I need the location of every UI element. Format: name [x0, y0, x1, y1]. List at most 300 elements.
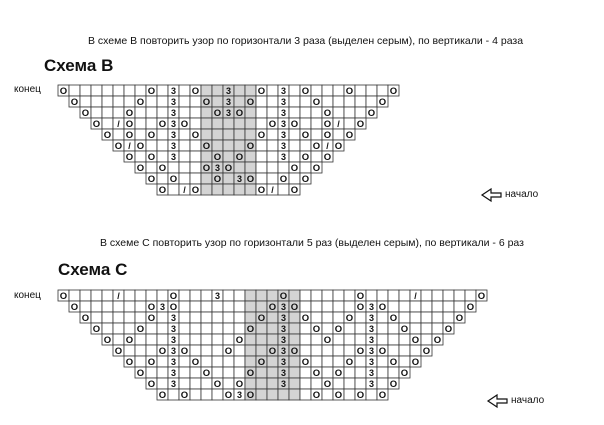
scheme-b-start-label: начало — [505, 189, 539, 200]
chart-cell — [289, 389, 300, 400]
chart-cell — [135, 151, 146, 162]
chart-cell — [190, 301, 201, 312]
chart-cell — [157, 85, 168, 96]
chart-cell — [256, 107, 267, 118]
chart-cell — [234, 129, 245, 140]
three-together-symbol: 3 — [236, 174, 243, 184]
chart-cell — [278, 184, 289, 195]
chart-cell — [311, 85, 322, 96]
scheme-b-start-arrow — [482, 189, 501, 201]
yarn-over-symbol: O — [224, 390, 233, 401]
yarn-over-symbol: O — [389, 313, 398, 324]
chart-cell — [377, 367, 388, 378]
chart-cell — [157, 96, 168, 107]
yarn-over-symbol: O — [59, 86, 68, 97]
yarn-over-symbol: O — [169, 302, 178, 313]
yarn-over-symbol: O — [411, 335, 420, 346]
yarn-over-symbol: O — [334, 390, 343, 401]
chart-cell — [234, 345, 245, 356]
yarn-over-symbol: O — [378, 302, 387, 313]
yarn-over-symbol: O — [125, 335, 134, 346]
scheme-b-note: В схеме В повторить узор по горизонтали 3 раза (выделен серым), по вертикали - 4 раза — [88, 35, 524, 47]
chart-cell — [201, 312, 212, 323]
chart-cell — [300, 107, 311, 118]
yarn-over-symbol: O — [290, 119, 299, 130]
chart-cell — [234, 301, 245, 312]
yarn-over-symbol: O — [389, 379, 398, 390]
chart-cell — [333, 290, 344, 301]
yarn-over-symbol: O — [334, 368, 343, 379]
chart-cell — [179, 173, 190, 184]
yarn-over-symbol: O — [345, 86, 354, 97]
chart-cell — [168, 184, 179, 195]
chart-cell — [157, 334, 168, 345]
yarn-over-symbol: O — [191, 185, 200, 196]
chart-cell — [267, 334, 278, 345]
chart-cell — [179, 107, 190, 118]
yarn-over-symbol: O — [147, 174, 156, 185]
chart-cell — [190, 151, 201, 162]
yarn-over-symbol: O — [235, 335, 244, 346]
chart-cell — [333, 301, 344, 312]
chart-cell — [124, 85, 135, 96]
three-together-symbol: 3 — [368, 368, 375, 378]
yarn-over-symbol: O — [202, 141, 211, 152]
yarn-over-symbol: O — [202, 97, 211, 108]
yarn-over-symbol: O — [323, 108, 332, 119]
yarn-over-symbol: O — [224, 346, 233, 357]
chart-cell — [102, 107, 113, 118]
yarn-over-symbol: O — [301, 130, 310, 141]
chart-cell — [355, 85, 366, 96]
chart-cell — [256, 173, 267, 184]
chart-cell — [179, 367, 190, 378]
chart-cell — [91, 312, 102, 323]
chart-cell — [124, 290, 135, 301]
chart-cell — [102, 85, 113, 96]
yarn-over-symbol: O — [103, 130, 112, 141]
chart-cell — [223, 367, 234, 378]
chart-cell — [245, 162, 256, 173]
yarn-over-symbol: O — [125, 119, 134, 130]
chart-cell — [399, 345, 410, 356]
chart-cell — [256, 389, 267, 400]
yarn-over-symbol: O — [81, 108, 90, 119]
chart-cell — [289, 96, 300, 107]
chart-cell — [388, 290, 399, 301]
three-together-symbol: 3 — [280, 357, 287, 367]
chart-cell — [322, 301, 333, 312]
yarn-over-symbol: O — [147, 302, 156, 313]
chart-cell — [135, 290, 146, 301]
chart-cell — [102, 301, 113, 312]
chart-cell — [267, 356, 278, 367]
chart-cell — [289, 323, 300, 334]
chart-cell — [289, 312, 300, 323]
chart-cell — [157, 173, 168, 184]
chart-cell — [333, 96, 344, 107]
chart-cell — [80, 301, 91, 312]
chart-cell — [289, 85, 300, 96]
chart-cell — [256, 140, 267, 151]
chart-cell — [410, 312, 421, 323]
scheme-c-start-label: начало — [511, 395, 545, 406]
chart-cell — [179, 162, 190, 173]
yarn-over-symbol: O — [147, 152, 156, 163]
chart-cell — [410, 345, 421, 356]
chart-cell — [289, 107, 300, 118]
chart-cell — [223, 173, 234, 184]
three-together-symbol: 3 — [170, 152, 177, 162]
chart-cell — [212, 140, 223, 151]
chart-cell — [190, 162, 201, 173]
scheme-c-grid — [58, 290, 487, 401]
yarn-over-symbol: O — [158, 163, 167, 174]
yarn-over-symbol: O — [367, 108, 376, 119]
yarn-over-symbol: O — [334, 324, 343, 335]
three-together-symbol: 3 — [368, 357, 375, 367]
yarn-over-symbol: O — [59, 291, 68, 302]
chart-cell — [355, 107, 366, 118]
chart-cell — [465, 290, 476, 301]
chart-cell — [223, 290, 234, 301]
chart-cell — [168, 389, 179, 400]
yarn-over-symbol: O — [466, 302, 475, 313]
chart-cell — [245, 107, 256, 118]
chart-cell — [223, 129, 234, 140]
three-together-symbol: 3 — [170, 357, 177, 367]
chart-cell — [300, 367, 311, 378]
yarn-over-symbol: O — [92, 119, 101, 130]
chart-cell — [267, 96, 278, 107]
chart-cell — [190, 334, 201, 345]
yarn-over-symbol: O — [158, 346, 167, 357]
yarn-over-symbol: O — [213, 152, 222, 163]
chart-cell — [355, 312, 366, 323]
three-together-symbol: 3 — [236, 390, 243, 400]
chart-cell — [102, 290, 113, 301]
chart-cell — [190, 378, 201, 389]
yarn-over-symbol: O — [334, 141, 343, 152]
yarn-over-symbol: O — [180, 390, 189, 401]
chart-cell — [388, 345, 399, 356]
yarn-over-symbol: O — [213, 174, 222, 185]
chart-cell — [223, 312, 234, 323]
three-together-symbol: 3 — [280, 346, 287, 356]
yarn-over-symbol: O — [103, 335, 112, 346]
yarn-over-symbol: O — [92, 324, 101, 335]
yarn-over-symbol: O — [444, 324, 453, 335]
yarn-over-symbol: O — [70, 302, 79, 313]
chart-cell — [421, 290, 432, 301]
chart-cell — [113, 96, 124, 107]
chart-cell — [212, 345, 223, 356]
chart-cell — [322, 367, 333, 378]
chart-cell — [201, 184, 212, 195]
yarn-over-symbol: O — [301, 313, 310, 324]
chart-cell — [135, 118, 146, 129]
yarn-over-symbol: O — [268, 346, 277, 357]
chart-cell — [399, 290, 410, 301]
yarn-over-symbol: O — [356, 390, 365, 401]
chart-cell — [245, 312, 256, 323]
chart-cell — [157, 378, 168, 389]
chart-cell — [212, 312, 223, 323]
yarn-over-symbol: O — [356, 291, 365, 302]
chart-cell — [212, 96, 223, 107]
chart-cell — [366, 85, 377, 96]
yarn-over-symbol: O — [246, 324, 255, 335]
yarn-over-symbol: O — [136, 141, 145, 152]
chart-cell — [179, 301, 190, 312]
yarn-over-symbol: O — [246, 174, 255, 185]
chart-cell — [344, 118, 355, 129]
chart-cell — [190, 389, 201, 400]
chart-cell — [289, 151, 300, 162]
yarn-over-symbol: O — [422, 346, 431, 357]
chart-cell — [366, 290, 377, 301]
chart-cell — [289, 334, 300, 345]
chart-cell — [278, 162, 289, 173]
chart-cell — [421, 301, 432, 312]
chart-cell — [234, 356, 245, 367]
chart-cell — [278, 389, 289, 400]
chart-cell — [377, 290, 388, 301]
yarn-over-symbol: O — [312, 141, 321, 152]
chart-cell — [80, 290, 91, 301]
yarn-over-symbol: O — [257, 86, 266, 97]
chart-cell — [234, 312, 245, 323]
yarn-over-symbol: O — [191, 130, 200, 141]
chart-cell — [135, 85, 146, 96]
yarn-over-symbol: O — [246, 390, 255, 401]
chart-cell — [355, 323, 366, 334]
chart-cell — [146, 96, 157, 107]
chart-cell — [146, 334, 157, 345]
decrease-symbol: / — [117, 291, 120, 301]
three-together-symbol: 3 — [280, 152, 287, 162]
chart-cell — [212, 367, 223, 378]
three-together-symbol: 3 — [280, 313, 287, 323]
yarn-over-symbol: O — [411, 357, 420, 368]
chart-cell — [377, 378, 388, 389]
chart-cell — [300, 162, 311, 173]
chart-cell — [267, 378, 278, 389]
yarn-over-symbol: O — [81, 313, 90, 324]
three-together-symbol: 3 — [214, 291, 221, 301]
scheme-b-title: Схема В — [44, 56, 114, 75]
three-together-symbol: 3 — [280, 379, 287, 389]
chart-cell — [355, 356, 366, 367]
chart-cell — [256, 323, 267, 334]
yarn-over-symbol: O — [136, 368, 145, 379]
scheme-c-note: В схеме С повторить узор по горизонтали 5 раз (выделен серым), по вертикали - 6 раз — [100, 237, 524, 249]
chart-cell — [311, 129, 322, 140]
chart-cell — [333, 378, 344, 389]
yarn-over-symbol: O — [125, 152, 134, 163]
yarn-over-symbol: O — [378, 390, 387, 401]
three-together-symbol: 3 — [368, 379, 375, 389]
chart-cell — [421, 323, 432, 334]
yarn-over-symbol: O — [114, 141, 123, 152]
chart-cell — [421, 312, 432, 323]
chart-cell — [333, 85, 344, 96]
yarn-over-symbol: O — [257, 357, 266, 368]
yarn-over-symbol: O — [345, 130, 354, 141]
three-together-symbol: 3 — [280, 108, 287, 118]
chart-cell — [344, 378, 355, 389]
chart-cell — [179, 312, 190, 323]
yarn-over-symbol: O — [147, 313, 156, 324]
decrease-symbol: / — [414, 291, 417, 301]
chart-cell — [322, 312, 333, 323]
chart-cell — [443, 290, 454, 301]
yarn-over-symbol: O — [257, 313, 266, 324]
yarn-over-symbol: O — [158, 185, 167, 196]
yarn-over-symbol: O — [268, 119, 277, 130]
chart-cell — [223, 184, 234, 195]
chart-cell — [245, 334, 256, 345]
chart-cell — [289, 140, 300, 151]
chart-cell — [179, 140, 190, 151]
yarn-over-symbol: O — [114, 346, 123, 357]
chart-cell — [245, 356, 256, 367]
chart-cell — [201, 356, 212, 367]
decrease-symbol: / — [271, 185, 274, 195]
chart-cell — [333, 107, 344, 118]
chart-cell — [157, 129, 168, 140]
chart-cell — [190, 96, 201, 107]
chart-cell — [267, 173, 278, 184]
three-together-symbol: 3 — [280, 302, 287, 312]
chart-cell — [223, 118, 234, 129]
yarn-over-symbol: O — [147, 379, 156, 390]
chart-cell — [201, 173, 212, 184]
chart-cell — [113, 323, 124, 334]
chart-cell — [91, 85, 102, 96]
three-together-symbol: 3 — [280, 335, 287, 345]
yarn-over-symbol: O — [213, 108, 222, 119]
chart-cell — [256, 151, 267, 162]
chart-cell — [344, 345, 355, 356]
chart-cell — [179, 378, 190, 389]
chart-cell — [179, 334, 190, 345]
three-together-symbol: 3 — [280, 130, 287, 140]
chart-cell — [179, 290, 190, 301]
chart-cell — [113, 301, 124, 312]
chart-cell — [212, 85, 223, 96]
chart-cell — [300, 290, 311, 301]
chart-cell — [322, 96, 333, 107]
chart-cell — [113, 129, 124, 140]
chart-cell — [234, 367, 245, 378]
chart-cell — [377, 334, 388, 345]
chart-cell — [102, 323, 113, 334]
yarn-over-symbol: O — [356, 346, 365, 357]
yarn-over-symbol: O — [279, 291, 288, 302]
chart-cell — [432, 312, 443, 323]
yarn-over-symbol: O — [312, 163, 321, 174]
chart-cell — [388, 367, 399, 378]
chart-cell — [135, 129, 146, 140]
yarn-over-symbol: O — [290, 302, 299, 313]
chart-cell — [124, 345, 135, 356]
yarn-over-symbol: O — [279, 174, 288, 185]
chart-cell — [432, 323, 443, 334]
chart-cell — [179, 85, 190, 96]
chart-cell — [311, 312, 322, 323]
chart-cell — [267, 140, 278, 151]
chart-cell — [245, 301, 256, 312]
yarn-over-symbol: O — [290, 163, 299, 174]
yarn-over-symbol: O — [158, 390, 167, 401]
chart-cell — [146, 140, 157, 151]
chart-cell — [135, 345, 146, 356]
chart-cell — [135, 312, 146, 323]
chart-cell — [344, 301, 355, 312]
chart-cell — [289, 290, 300, 301]
chart-cell — [454, 290, 465, 301]
yarn-over-symbol: O — [136, 324, 145, 335]
scheme-c-start-arrow — [488, 395, 507, 407]
chart-cell — [256, 290, 267, 301]
yarn-over-symbol: O — [125, 108, 134, 119]
three-together-symbol: 3 — [170, 324, 177, 334]
chart-cell — [91, 107, 102, 118]
chart-cell — [322, 356, 333, 367]
chart-cell — [157, 290, 168, 301]
chart-cell — [300, 140, 311, 151]
chart-cell — [223, 151, 234, 162]
chart-cell — [344, 323, 355, 334]
scheme-b-grid — [58, 85, 399, 196]
yarn-over-symbol: O — [345, 313, 354, 324]
chart-cell — [311, 151, 322, 162]
decrease-symbol: / — [326, 141, 329, 151]
chart-cell — [201, 323, 212, 334]
chart-cell — [267, 151, 278, 162]
yarn-over-symbol: O — [191, 86, 200, 97]
chart-cell — [366, 389, 377, 400]
chart-cell — [157, 367, 168, 378]
decrease-symbol: / — [183, 185, 186, 195]
chart-cell — [311, 107, 322, 118]
chart-cell — [201, 129, 212, 140]
three-together-symbol: 3 — [170, 346, 177, 356]
chart-cell — [80, 96, 91, 107]
yarn-over-symbol: O — [323, 335, 332, 346]
three-together-symbol: 3 — [280, 141, 287, 151]
chart-cell — [201, 378, 212, 389]
chart-cell — [300, 345, 311, 356]
chart-cell — [157, 323, 168, 334]
yarn-over-symbol: O — [125, 357, 134, 368]
yarn-over-symbol: O — [147, 86, 156, 97]
chart-cell — [333, 312, 344, 323]
chart-cell — [245, 184, 256, 195]
chart-cell — [322, 323, 333, 334]
yarn-over-symbol: O — [169, 174, 178, 185]
chart-cell — [322, 85, 333, 96]
yarn-over-symbol: O — [301, 152, 310, 163]
chart-cell — [388, 323, 399, 334]
chart-cell — [179, 129, 190, 140]
chart-cell — [157, 107, 168, 118]
three-together-symbol: 3 — [368, 313, 375, 323]
three-together-symbol: 3 — [170, 86, 177, 96]
chart-cell — [256, 334, 267, 345]
chart-cell — [399, 356, 410, 367]
